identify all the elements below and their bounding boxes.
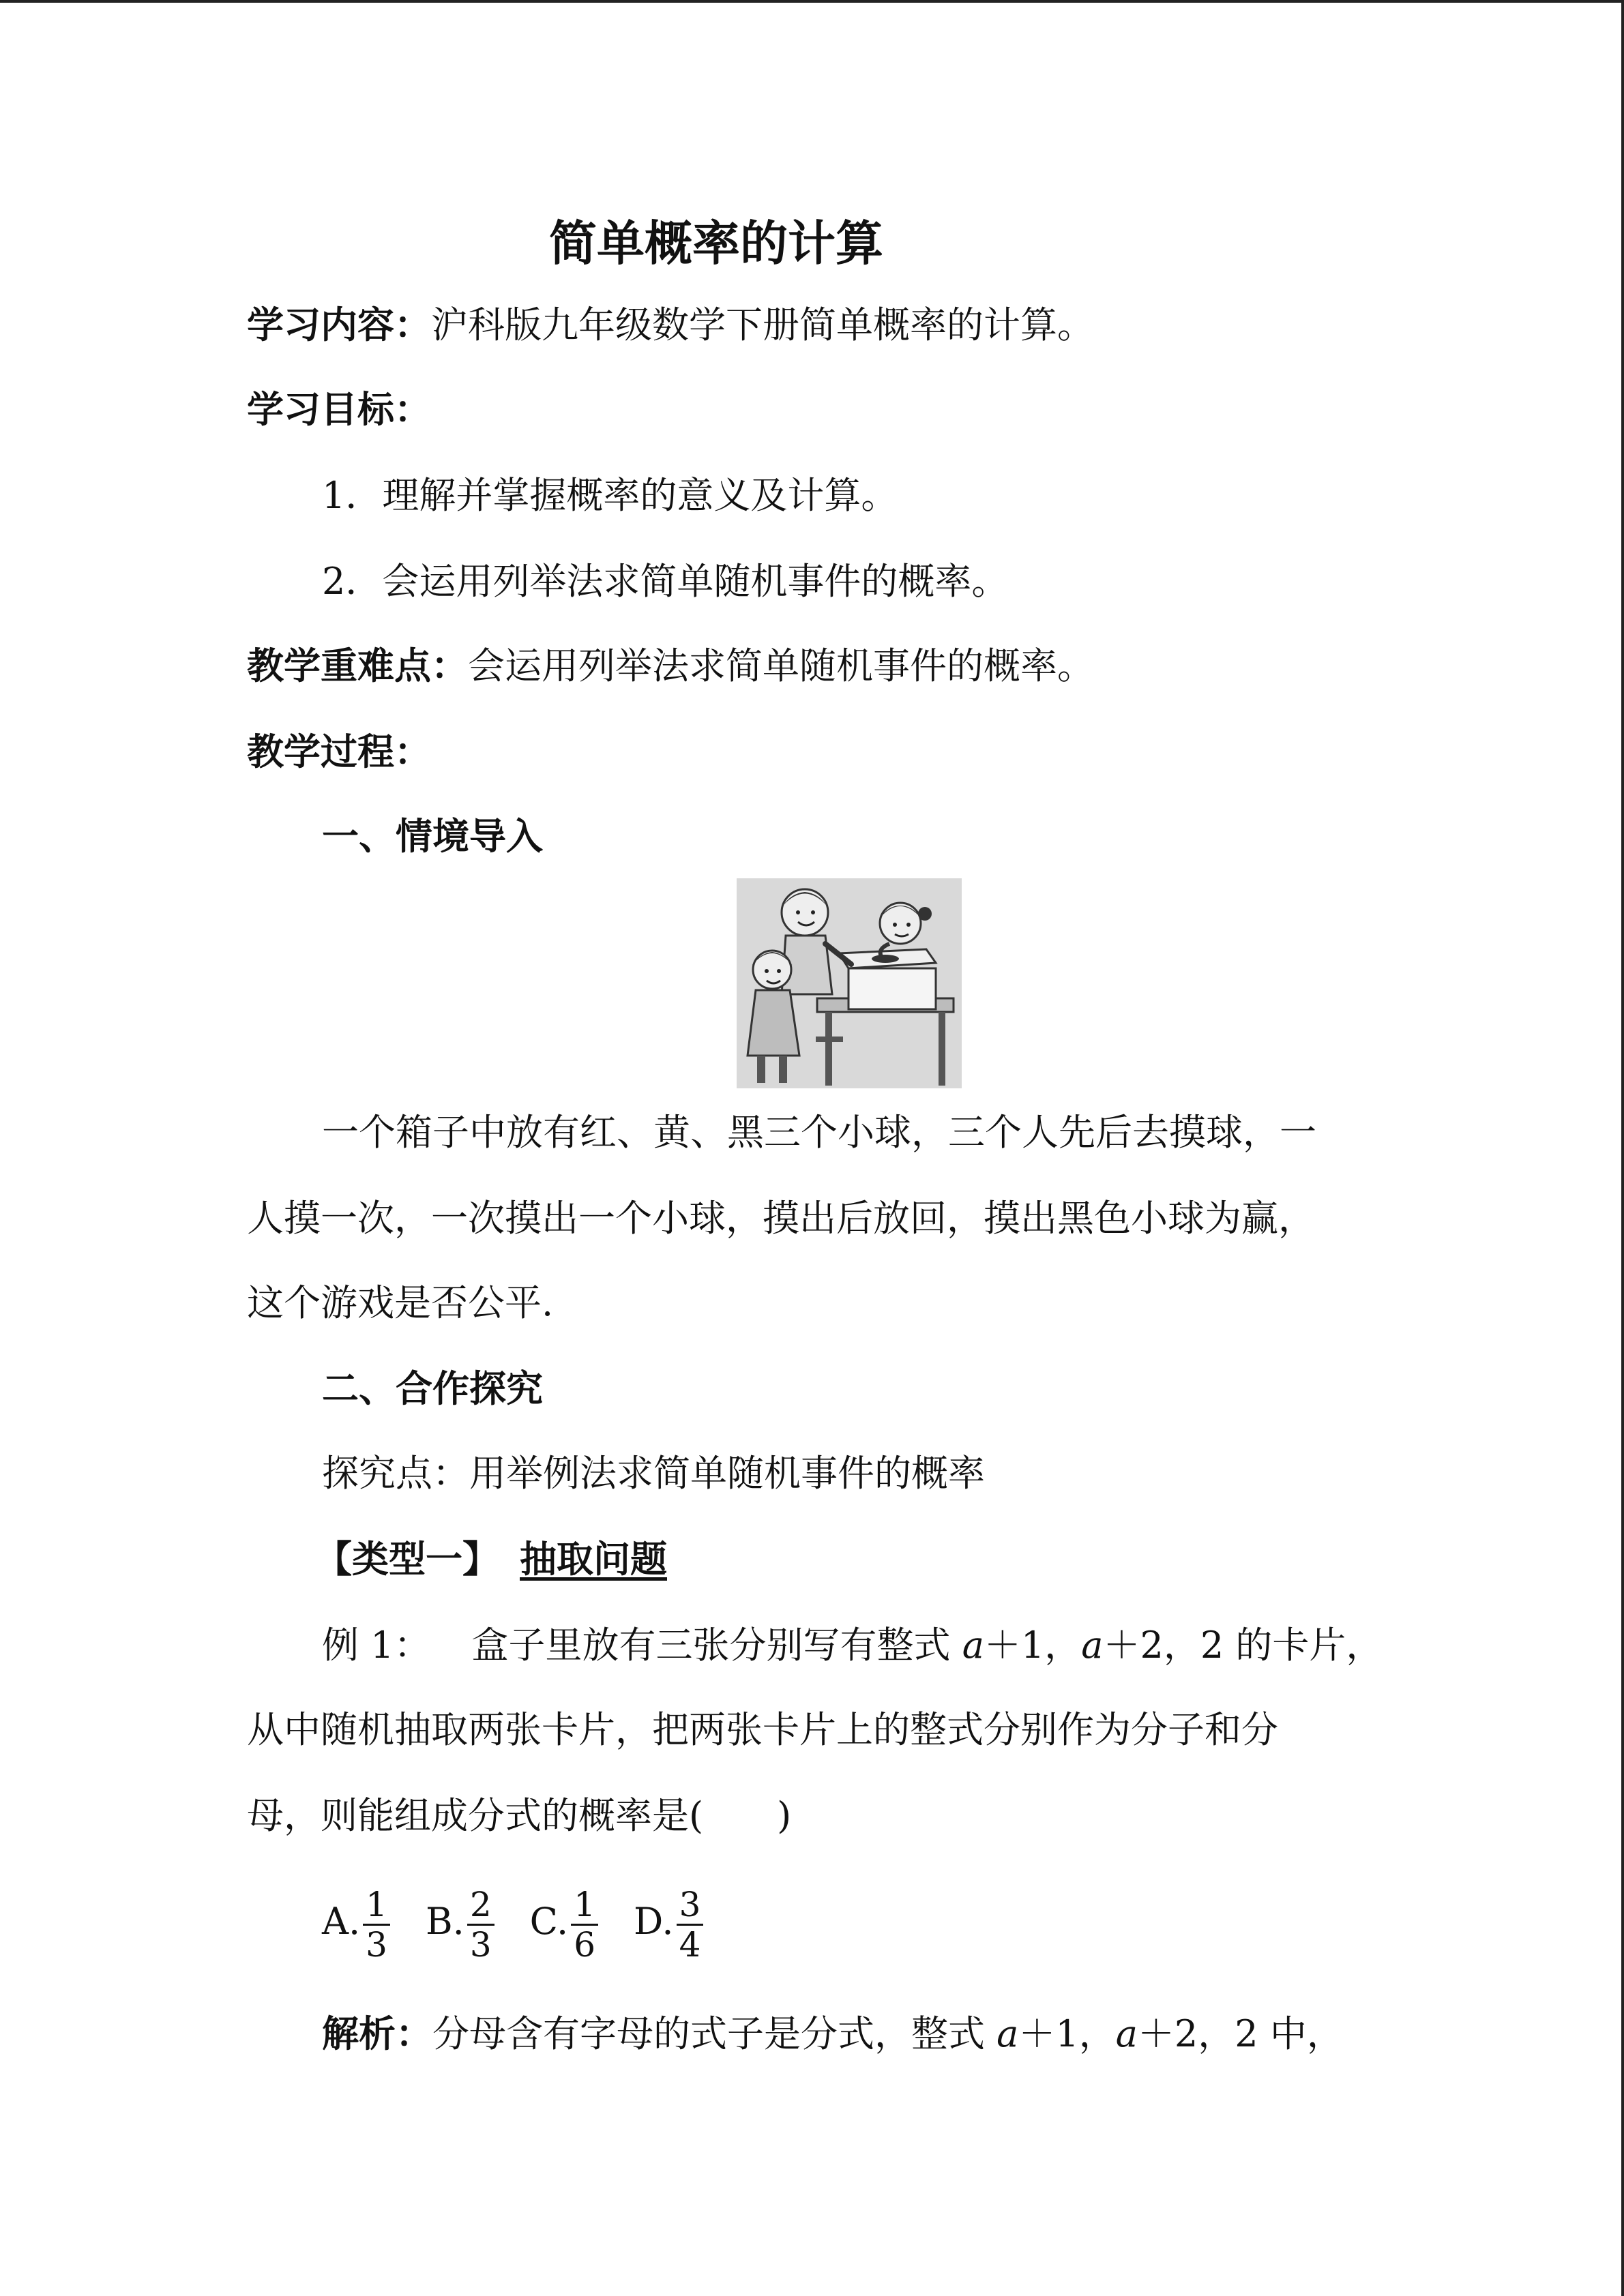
option-c: C. $\frac{1}{6}$ bbox=[530, 1879, 601, 1964]
fraction: $\frac{1}{3}$ bbox=[363, 1885, 390, 1964]
variable-a: a bbox=[1115, 2012, 1138, 2055]
type1-heading bbox=[315, 1536, 667, 1583]
children-box-illustration bbox=[737, 878, 962, 1088]
explore-point: 探究点：用举例法求简单随机事件的概率 bbox=[322, 1452, 985, 1495]
analysis-label: 解析： bbox=[322, 2012, 432, 2055]
intro-line: 人摸一次，一次摸出一个小球，摸出后放回，摸出黑色小球为赢， bbox=[247, 1197, 1315, 1240]
learning-goals-line bbox=[247, 386, 431, 434]
key-difficulty-label: 教学重难点： bbox=[247, 644, 468, 687]
example1-line3: 母，则能组成分式的概率是( ) bbox=[247, 1794, 792, 1837]
fraction: $\frac{2}{3}$ bbox=[467, 1885, 494, 1964]
option-d: D. $\frac{3}{4}$ bbox=[634, 1879, 706, 1964]
section2-heading: 二、合作探究 bbox=[322, 1367, 543, 1410]
example1-line1 bbox=[322, 1622, 1383, 1669]
analysis-text-a: 分母含有字母的式子是分式，整式 bbox=[432, 2012, 997, 2055]
analysis-text-c: ＋2，2 中， bbox=[1137, 2012, 1344, 2055]
page-border-right bbox=[1621, 0, 1624, 2296]
example1-text-c: ＋2，2 的卡片， bbox=[1103, 1624, 1383, 1667]
learning-content-line bbox=[247, 301, 1094, 349]
answer-options bbox=[322, 1879, 739, 1964]
example1-text-a: 盒子里放有三张分别写有整式 bbox=[471, 1624, 962, 1667]
key-difficulty-text: 会运用列举法求简单随机事件的概率。 bbox=[468, 644, 1094, 687]
fraction: $\frac{1}{6}$ bbox=[571, 1885, 598, 1964]
type1-bracket: 【类型一】 bbox=[315, 1538, 499, 1581]
variable-a: a bbox=[996, 2012, 1019, 2055]
fraction: $\frac{3}{4}$ bbox=[677, 1885, 704, 1964]
type1-title: 抽取问题 bbox=[520, 1538, 667, 1581]
learning-goal-item: 2．会运用列举法求简单随机事件的概率。 bbox=[322, 560, 1009, 603]
intro-line: 一个箱子中放有红、黄、黑三个小球，三个人先后去摸球，一 bbox=[322, 1111, 1316, 1154]
example1-line2: 从中随机抽取两张卡片，把两张卡片上的整式分别作为分子和分 bbox=[247, 1708, 1278, 1751]
variable-a: a bbox=[962, 1624, 984, 1667]
learning-content-label: 学习内容： bbox=[247, 303, 431, 346]
learning-content-text: 沪科版九年级数学下册简单概率的计算。 bbox=[431, 303, 1094, 346]
option-b: B. $\frac{2}{3}$ bbox=[426, 1879, 497, 1964]
learning-goal-item: 1．理解并掌握概率的意义及计算。 bbox=[322, 474, 898, 517]
process-line bbox=[247, 728, 431, 776]
document-title: 简单概率的计算 bbox=[549, 215, 883, 271]
variable-a: a bbox=[1081, 1624, 1104, 1667]
process-label: 教学过程： bbox=[247, 730, 431, 773]
analysis-line bbox=[322, 2010, 1344, 2058]
analysis-text-b: ＋1， bbox=[1018, 2012, 1116, 2055]
example1-text-b: ＋1， bbox=[984, 1624, 1082, 1667]
learning-goals-label: 学习目标： bbox=[247, 388, 431, 431]
intro-line: 这个游戏是否公平. bbox=[247, 1281, 554, 1324]
key-difficulty-line bbox=[247, 642, 1094, 690]
section1-heading: 一、情境导入 bbox=[322, 815, 543, 858]
example1-label: 例 1： bbox=[322, 1624, 431, 1667]
page-border-top bbox=[0, 0, 1624, 3]
option-a: A. $\frac{1}{3}$ bbox=[322, 1879, 393, 1964]
